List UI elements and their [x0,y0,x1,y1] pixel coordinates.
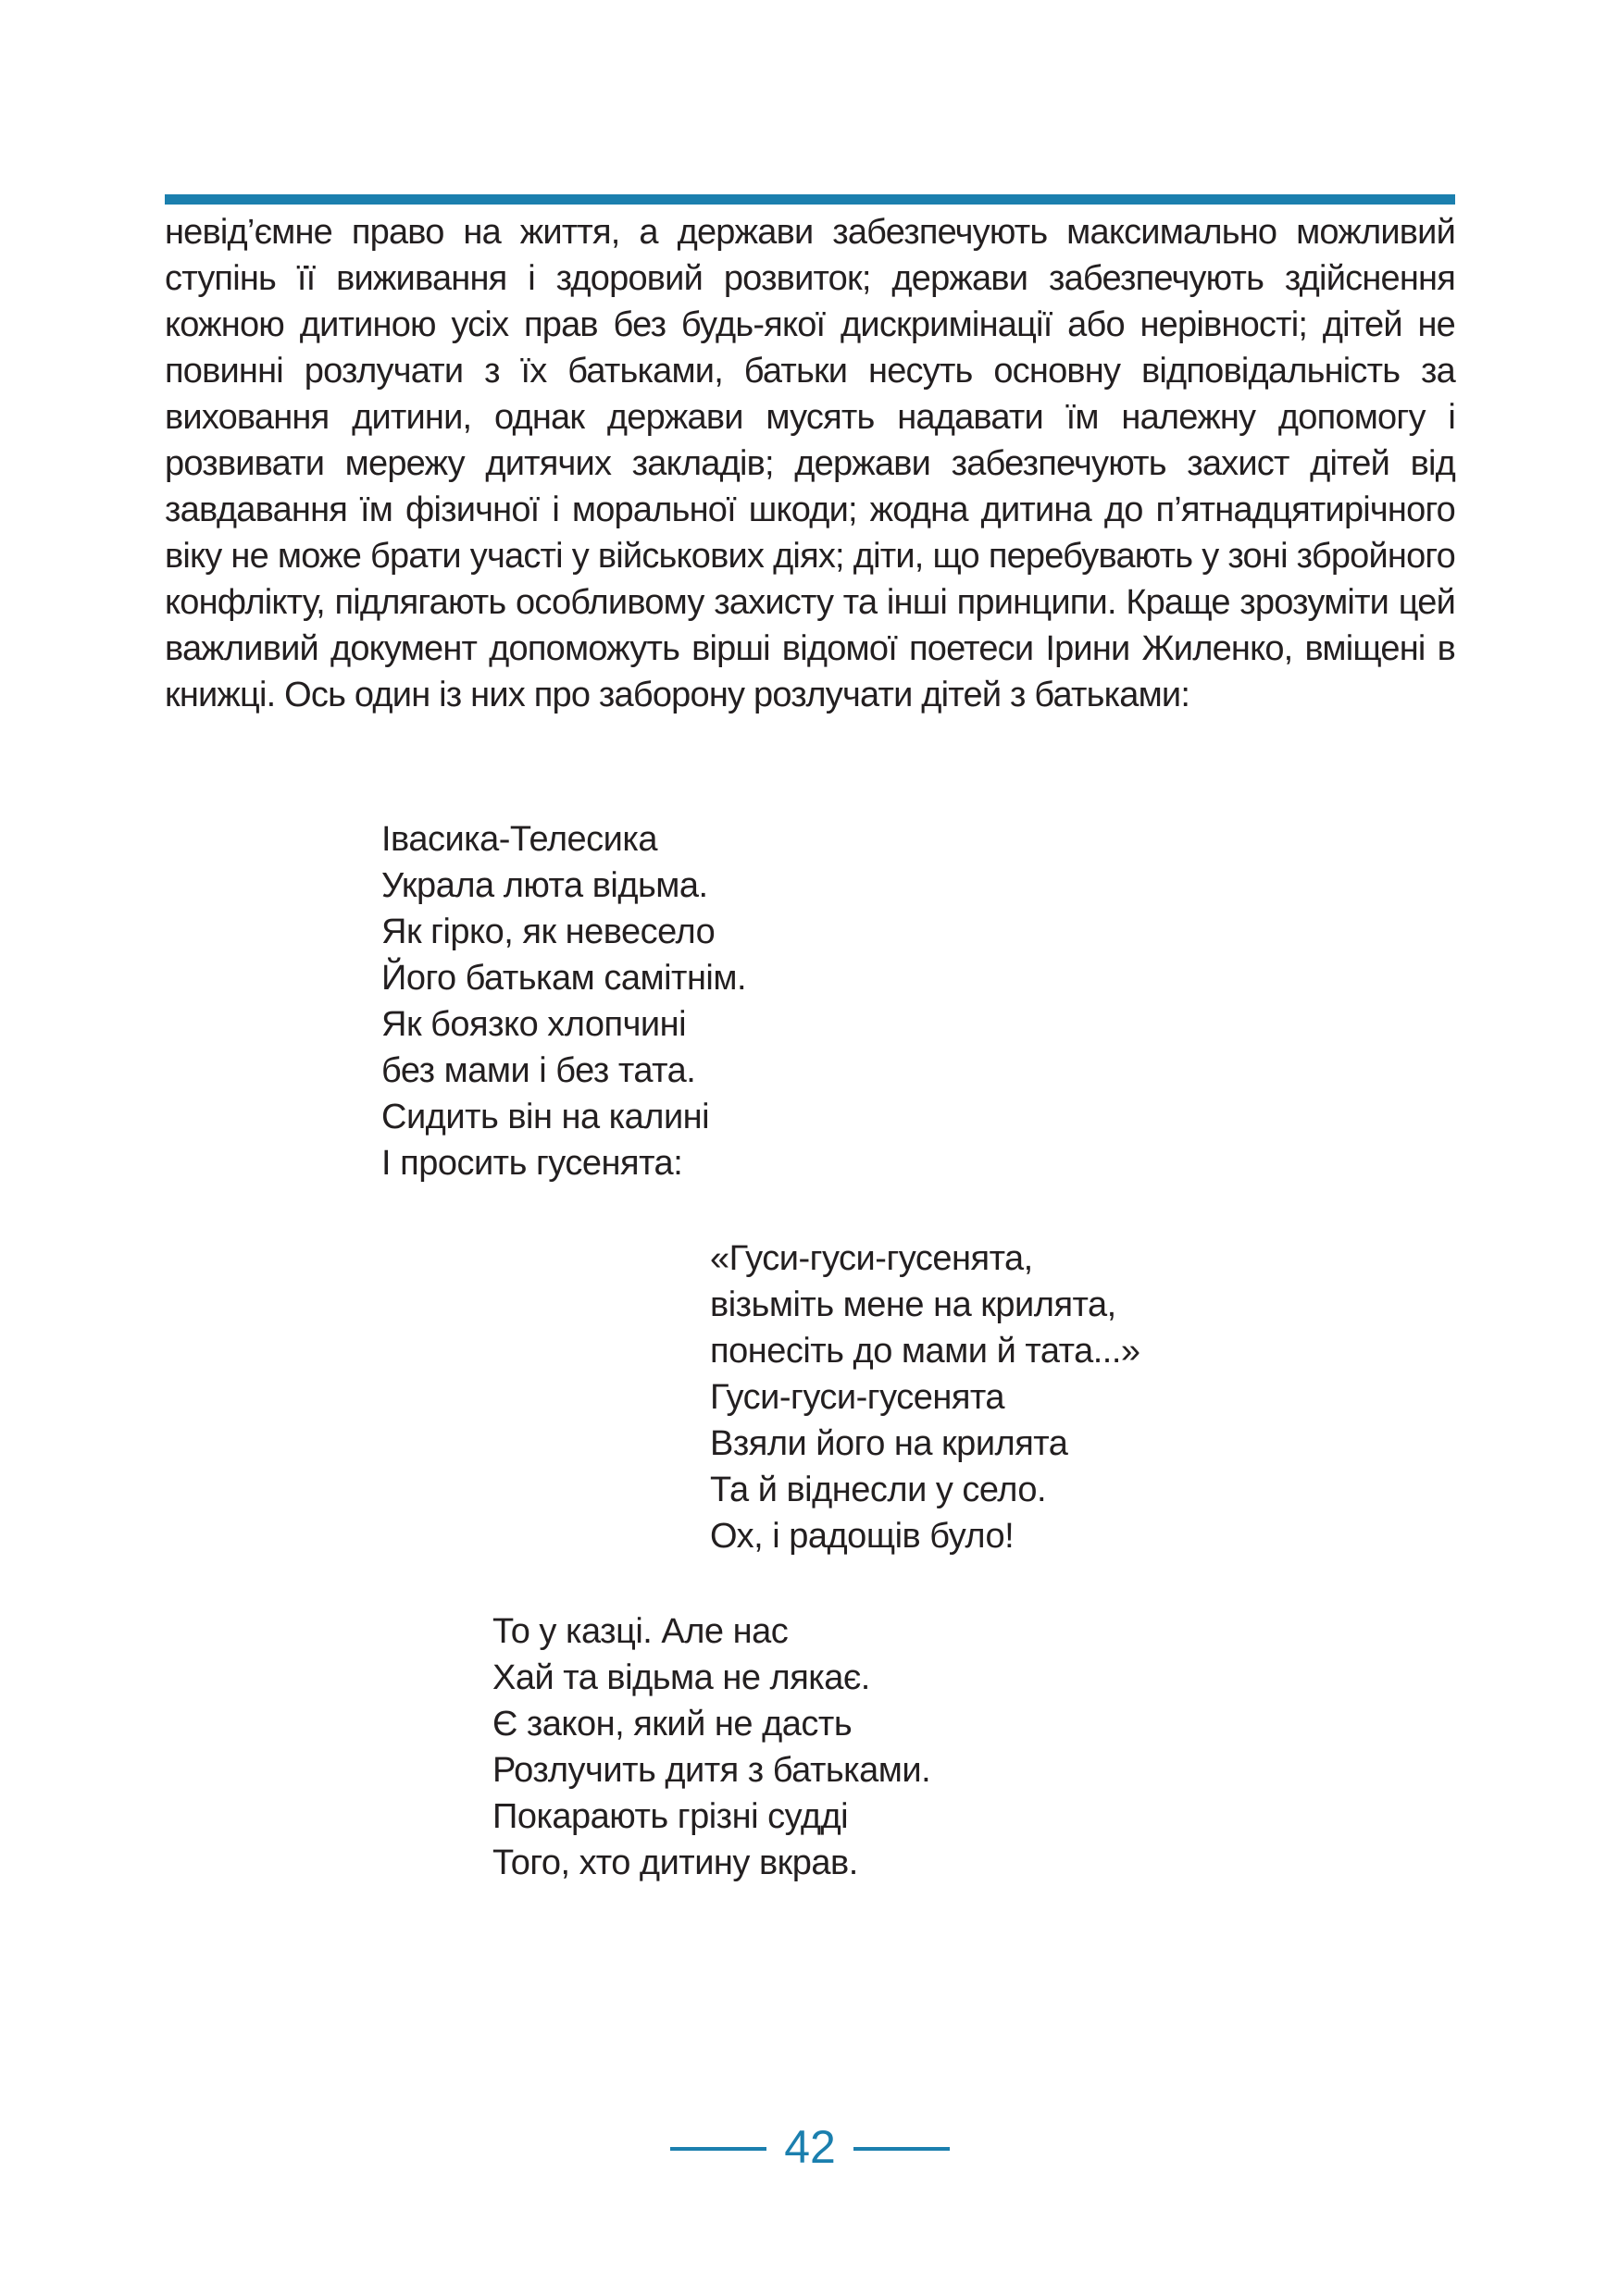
top-rule [165,194,1455,205]
poem-line: То у казці. Але нас [492,1612,789,1651]
poem-line: Як гірко, як невесело [381,912,716,951]
poem-line: І просить гусенята: [381,1144,683,1183]
poem-line: Та й віднесли у село. [710,1471,1047,1509]
poem-line: Івасика-Телесика [381,820,658,859]
page-number: 42 [784,2121,836,2173]
poem-line: Його батькам самітнім. [381,959,747,998]
footer-rule-left [670,2147,766,2151]
poem-line: Хай та відьма не лякає. [492,1658,870,1697]
poem-line: Покарають грізні судді [492,1797,849,1836]
poem-line: Є закон, який не дасть [492,1705,853,1744]
poem-line: Сидить він на калині [381,1098,710,1136]
page-footer [0,2119,1619,2175]
poem-line: Взяли його на крилята [710,1424,1068,1463]
poem-stanza-1 [381,816,746,1186]
poem-line: понесіть до мами й тата...» [710,1332,1140,1371]
poem-line: Розлучить дитя з батьками. [492,1751,931,1790]
poem-line: візьміть мене на крилята, [710,1285,1116,1324]
poem-line: Як боязко хлопчині [381,1005,687,1044]
poem-line: Того, хто дитину вкрав. [492,1843,858,1882]
poem-line: «Гуси-гуси-гусенята, [710,1239,1033,1278]
poem-line: Ох, і радощів було! [710,1517,1015,1556]
body-paragraph: невід’ємне право на життя, а держави забезпечують максимально можливий ступінь її виживання і здоровий розвиток; держави забезпечують здійснення кожною дитиною усіх прав без будь-якої дискримінації або нерівності; дітей не повинні розлучати з їх батьками, батьки несуть основну відповідальність за виховання дитини, однак держави мусять надавати їм належну допомогу і розвивати мережу дитячих закладів; держави забезпечують захист дітей від завдавання їм фізичної і моральної шкоди; жодна дитина до п’ятнадцятирічного віку не може брати участі у військових діях; діти, що перебувають у зоні збройного конфлікту, підлягають особливому захисту та інші принципи. Краще зрозуміти цей важливий документ допоможуть вірші відомої поетеси Ірини Жиленко, вміщені в книжці. Ось один із них про заборону розлучати дітей з батьками: [165,213,1455,714]
poem-line: без мами і без тата. [381,1051,696,1090]
footer-rule-right [853,2147,950,2151]
poem-stanza-2 [710,1235,1140,1559]
poem-stanza-3 [492,1608,930,1886]
poem-line: Гуси-гуси-гусенята [710,1378,1005,1417]
poem-line: Украла люта відьма. [381,866,708,905]
